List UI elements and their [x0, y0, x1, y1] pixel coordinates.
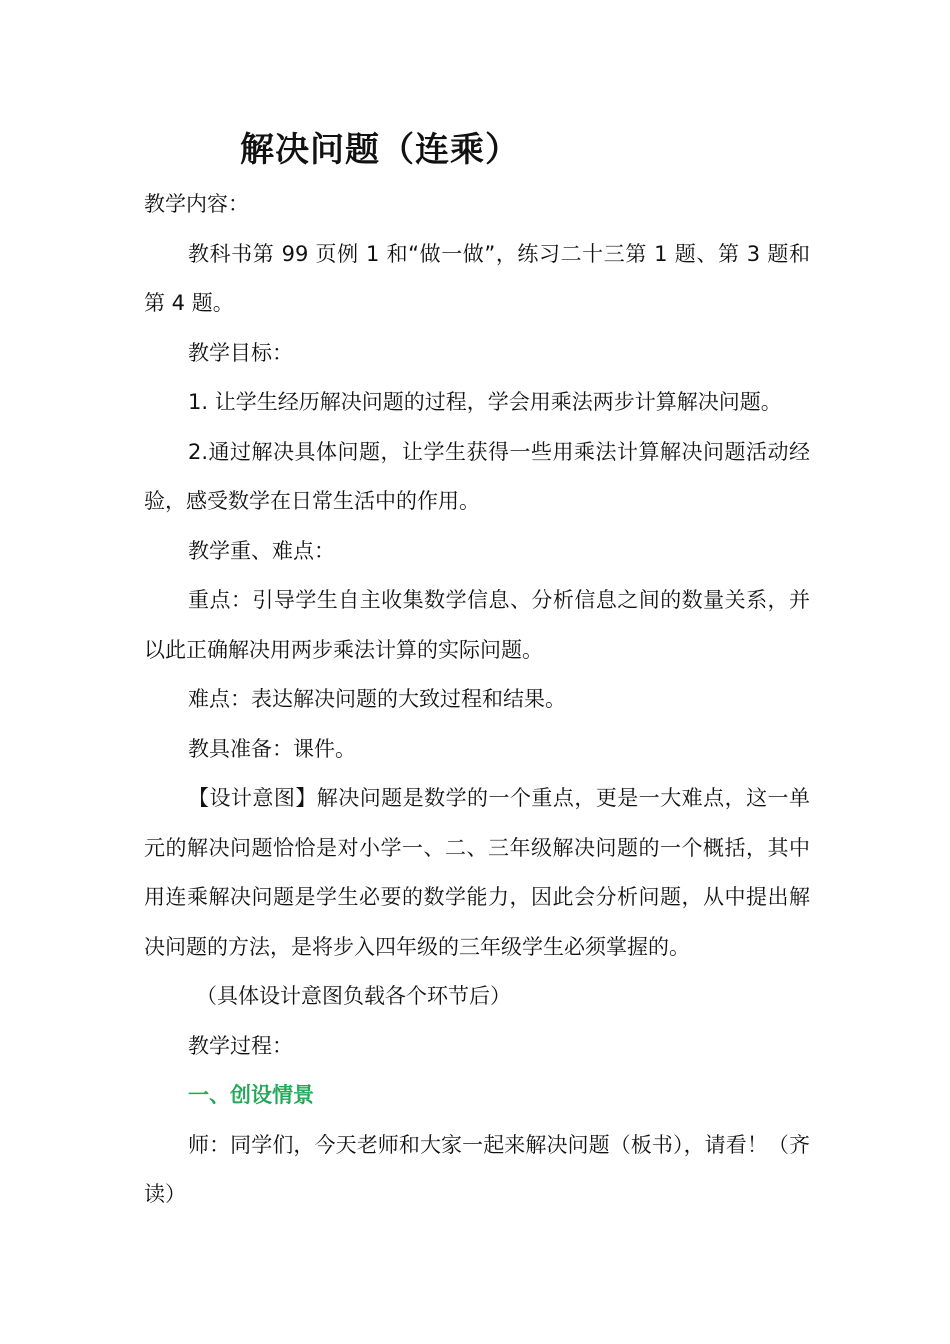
difficulty: 难点：表达解决问题的大致过程和结果。: [188, 687, 566, 711]
section-heading-1: 一、创设情景: [188, 1083, 314, 1107]
content-text: 教科书第 99 页例 1 和“做一做”，练习二十三第 1 题、第 3 题和第 4 题。: [144, 241, 810, 315]
key-difficulty-label: 教学重、难点：: [188, 538, 335, 563]
goals-label: 教学目标：: [188, 340, 293, 365]
document-title: 解决问题（连乘）: [240, 130, 520, 170]
goal-2: 2.通过解决具体问题，让学生获得一些用乘法计算解决问题活动经验，感受数学在日常生活中的作用。: [144, 439, 810, 513]
document-body: [144, 180, 810, 1220]
process-label: 教学过程：: [188, 1033, 293, 1058]
materials: 教具准备：课件。: [188, 736, 356, 761]
goal-1: 1. 让学生经历解决问题的过程，学会用乘法两步计算解决问题。: [188, 390, 782, 414]
key-point: 重点：引导学生自主收集数学信息、分析信息之间的数量关系，并以此正确解决用两步乘法计算的实际问题。: [144, 588, 810, 662]
teacher-line: 师：同学们，今天老师和大家一起来解决问题（板书），请看！（齐读）: [144, 1132, 810, 1206]
design-note: （具体设计意图负载各个环节后）: [196, 984, 511, 1008]
design-intent: 【设计意图】解决问题是数学的一个重点，更是一大难点，这一单元的解决问题恰恰是对小学一、二、三年级解决问题的一个概括，其中用连乘解决问题是学生必要的数学能力，因此会分析问题，从中提出解决问题的方法，是将步入四年级的三年级学生必须掌握的。: [144, 786, 810, 959]
content-label: 教学内容：: [144, 192, 249, 216]
